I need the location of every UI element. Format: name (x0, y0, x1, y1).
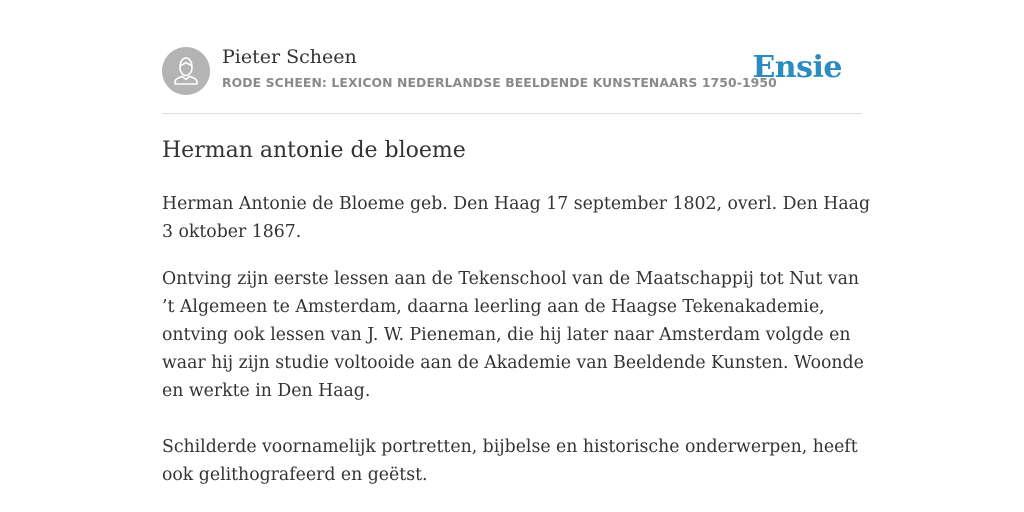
author-header (162, 46, 862, 96)
ensie-logo[interactable]: Ensie (752, 50, 842, 85)
header-divider (162, 113, 862, 114)
user-icon (162, 47, 210, 95)
article-paragraph-3: Schilderde voornamelijk portretten, bijbelse en historische onderwerpen, heeft ook gelithografeerd en geëtst. (162, 437, 858, 485)
author-name[interactable]: Pieter Scheen (222, 46, 357, 68)
avatar[interactable] (162, 47, 210, 95)
article-paragraph-2: Ontving zijn eerste lessen aan de Tekenschool van de Maatschappij tot Nut van ’t Algemeen te Amsterdam, daarna leerling aan de Haagse Tekenakademie, ontving ook lessen van J. W. Pieneman, die hij later naar Amsterdam volgde en waar hij zijn studie voltooide aan de Akademie van Beeldende Kunsten. Woonde en werkte in Den Haag. (162, 269, 864, 401)
source-title[interactable]: RODE SCHEEN: LEXICON NEDERLANDSE BEELDENDE KUNSTENAARS 1750-1950 (222, 75, 777, 90)
article-paragraph-1: Herman Antonie de Bloeme geb. Den Haag 17 september 1802, overl. Den Haag 3 oktober 1867. (162, 194, 871, 242)
article-title: Herman antonie de bloeme (162, 138, 466, 163)
